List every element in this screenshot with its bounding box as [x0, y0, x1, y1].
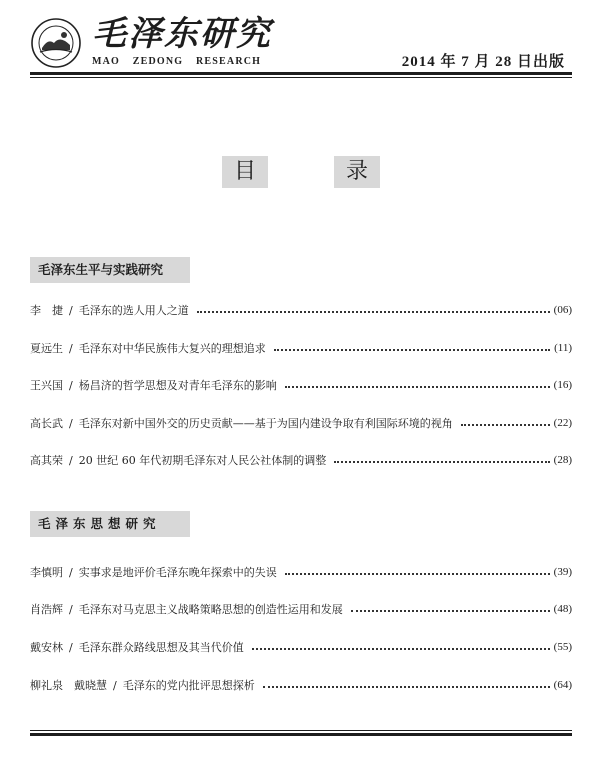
toc-entry[interactable]: [30, 301, 572, 319]
entry-title: 毛泽东的选人用人之道: [78, 304, 189, 317]
dot-leader: [461, 422, 550, 426]
emblem-seal-icon: [30, 17, 82, 69]
entry-separator: /: [69, 416, 73, 430]
dot-leader: [285, 384, 550, 388]
entry-author: 王兴国: [30, 379, 63, 392]
entry-title: 毛泽东对中华民族伟大复兴的理想追求: [78, 342, 266, 355]
entry-author: 戴安林: [30, 641, 63, 654]
toc-entry[interactable]: [30, 563, 572, 581]
toc-entry[interactable]: [30, 600, 572, 618]
entry-title: 毛泽东对马克思主义战略策略思想的创造性运用和发展: [78, 603, 343, 616]
entry-title: 实事求是地评价毛泽东晚年探索中的失误: [78, 566, 277, 579]
section-title: 毛泽东生平与实践研究: [30, 257, 190, 283]
toc-heading-char-1: 目: [222, 156, 268, 188]
dot-leader: [197, 309, 550, 313]
toc-heading-char-2: 录: [334, 156, 380, 188]
entry-author: 高其荣: [30, 454, 63, 467]
entry-author: 高长武: [30, 417, 63, 430]
entry-author: 夏远生: [30, 342, 63, 355]
dot-leader: [252, 646, 550, 650]
entry-author: 肖浩辉: [30, 603, 63, 616]
entry-separator: /: [69, 602, 73, 616]
entry-page: (48): [553, 603, 572, 615]
entry-page: (16): [553, 379, 572, 391]
section-title: 毛泽东思想研究: [30, 511, 190, 537]
entry-page: (06): [553, 304, 572, 316]
entry-title: 20 世纪 60 年代初期毛泽东对人民公社体制的调整: [78, 454, 327, 467]
entry-author: 李慎明: [30, 566, 63, 579]
masthead-title: 毛泽东研究: [92, 14, 272, 54]
entry-separator: /: [69, 378, 73, 392]
toc-entry[interactable]: [30, 638, 572, 656]
dot-leader: [285, 571, 550, 575]
entry-title: 毛泽东群众路线思想及其当代价值: [78, 641, 244, 654]
masthead-subtitle: MAO ZEDONG RESEARCH: [92, 56, 262, 67]
entry-page: (22): [553, 417, 572, 429]
top-rule-thin: [30, 77, 572, 78]
toc-entry[interactable]: [30, 414, 572, 432]
entry-page: (55): [553, 641, 572, 653]
publication-date: 2014 年 7 月 28 日出版: [401, 54, 565, 70]
toc-entry[interactable]: [30, 376, 572, 394]
dot-leader: [263, 684, 550, 688]
entry-title: 毛泽东的党内批评思想探析: [122, 679, 255, 692]
entry-page: (11): [554, 342, 572, 354]
entry-page: (28): [553, 454, 572, 466]
entry-separator: /: [69, 303, 73, 317]
dot-leader: [274, 347, 550, 351]
dot-leader: [334, 459, 549, 463]
bottom-rule-thick: [30, 733, 572, 736]
entry-title: 杨昌济的哲学思想及对青年毛泽东的影响: [78, 379, 277, 392]
toc-entry[interactable]: [30, 451, 572, 469]
entry-separator: /: [113, 678, 117, 692]
toc-entry[interactable]: [30, 339, 572, 357]
entry-author: 柳礼泉 戴晓慧: [30, 679, 107, 692]
entry-separator: /: [69, 565, 73, 579]
entry-title: 毛泽东对新中国外交的历史贡献——基于为国内建设争取有利国际环境的视角: [78, 417, 453, 430]
entry-page: (64): [553, 679, 572, 691]
entry-author: 李 捷: [30, 304, 63, 317]
toc-entry[interactable]: [30, 676, 572, 694]
entry-separator: /: [69, 341, 73, 355]
bottom-rule-thin: [30, 730, 572, 731]
dot-leader: [351, 608, 550, 612]
entry-separator: /: [69, 453, 73, 467]
entry-separator: /: [69, 640, 73, 654]
entry-page: (39): [553, 566, 572, 578]
top-rule-thick: [30, 72, 572, 75]
